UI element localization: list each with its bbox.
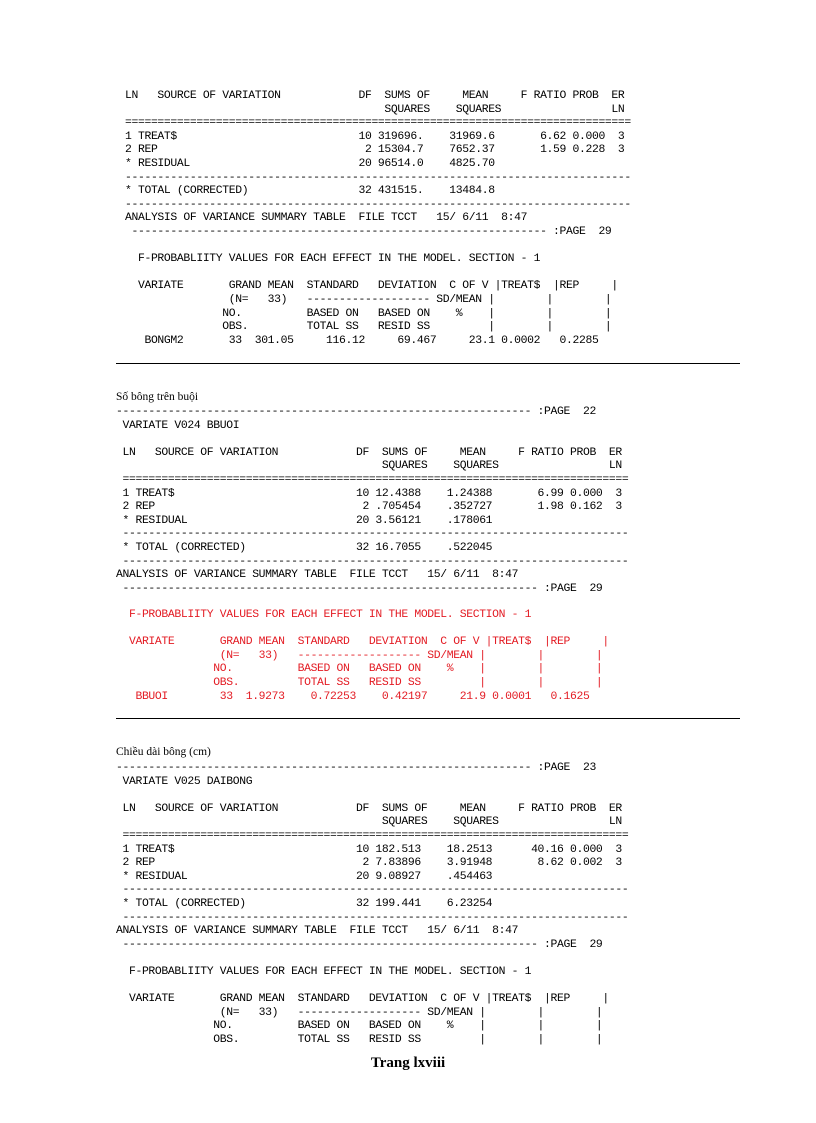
text-line: VARIATE GRAND MEAN STANDARD DEVIATION C OF V |TREAT$ |REP | <box>116 636 609 649</box>
text-line: F-PROBABLIITY VALUES FOR EACH EFFECT IN THE MODEL. SECTION - 1 <box>125 253 541 266</box>
text-line: NO. BASED ON BASED ON % | | | <box>116 1020 603 1033</box>
text-line: SQUARES SQUARES LN <box>116 816 622 829</box>
text-line: ============================================================================== <box>116 829 629 842</box>
text-line: SQUARES SQUARES LN <box>125 103 625 116</box>
text-line <box>116 980 628 994</box>
text-line: ------------------------------------------------------------------------------ <box>125 198 631 211</box>
text-line: NO. BASED ON BASED ON % | | | <box>125 307 612 320</box>
text-line: * RESIDUAL 20 96514.0 4825.70 <box>125 157 495 170</box>
text-line <box>116 789 628 803</box>
text-line: ------------------------------------------------------------------------------ <box>116 884 629 897</box>
text-line: BBUOI 33 1.9273 0.72253 0.42197 21.9 0.0001 0.1625 <box>116 690 590 703</box>
text-line: VARIATE V024 BBUOI <box>116 419 240 432</box>
text-line: (N= 33) ------------------- SD/MEAN | | | <box>125 293 612 306</box>
text-line: 2 REP 2 15304.7 7652.37 1.59 0.228 3 <box>125 144 625 157</box>
text-line: ANALYSIS OF VARIANCE SUMMARY TABLE FILE TCCT 15/ 6/11 8:47 <box>125 212 528 225</box>
text-line: ---------------------------------------------------------------- :PAGE 29 <box>116 582 603 595</box>
text-line: 2 REP 2 7.83896 3.91948 8.62 0.002 3 <box>116 857 622 870</box>
section-heading-daibong: Chiều dài bông (cm) <box>116 746 211 758</box>
text-line: VARIATE GRAND MEAN STANDARD DEVIATION C OF V |TREAT$ |REP | <box>125 280 618 293</box>
section-divider-2 <box>116 718 740 719</box>
anova-block-bbuoi <box>116 406 628 596</box>
text-line: * TOTAL (CORRECTED) 32 199.441 6.23254 <box>116 897 493 910</box>
text-line: ANALYSIS OF VARIANCE SUMMARY TABLE FILE TCCT 15/ 6/11 8:47 <box>116 925 519 938</box>
text-line <box>125 267 631 281</box>
text-line: (N= 33) ------------------- SD/MEAN | | | <box>116 1006 603 1019</box>
text-line: * RESIDUAL 20 9.08927 .454463 <box>116 870 493 883</box>
text-line: ---------------------------------------------------------------- :PAGE 29 <box>125 225 612 238</box>
text-line: * TOTAL (CORRECTED) 32 16.7055 .522045 <box>116 541 493 554</box>
anova-block-daibong <box>116 762 628 1047</box>
text-line: ---------------------------------------------------------------- :PAGE 29 <box>116 938 603 951</box>
text-line: ---------------------------------------------------------------- :PAGE 22 <box>116 406 596 418</box>
text-line: ------------------------------------------------------------------------------ <box>116 911 629 924</box>
text-line: LN SOURCE OF VARIATION DF SUMS OF MEAN F RATIO PROB ER <box>116 802 622 815</box>
text-line: BONGM2 33 301.05 116.12 69.467 23.1 0.0002 0.2285 <box>125 334 599 347</box>
text-line: VARIATE V025 DAIBONG <box>116 775 253 788</box>
text-line: OBS. TOTAL SS RESID SS | | | <box>125 321 612 334</box>
text-line: 1 TREAT$ 10 319696. 31969.6 6.62 0.000 3 <box>125 130 625 143</box>
text-line: * RESIDUAL 20 3.56121 .178061 <box>116 514 493 527</box>
fprob-block-bbuoi <box>116 609 609 704</box>
text-line: ------------------------------------------------------------------------------ <box>116 555 629 568</box>
text-line: (N= 33) ------------------- SD/MEAN | | | <box>116 649 603 662</box>
text-line <box>116 433 628 447</box>
text-line: 1 TREAT$ 10 182.513 18.2513 40.16 0.000 3 <box>116 843 622 856</box>
text-line: 1 TREAT$ 10 12.4388 1.24388 6.99 0.000 3 <box>116 487 622 500</box>
text-line: LN SOURCE OF VARIATION DF SUMS OF MEAN F RATIO PROB ER <box>125 90 625 102</box>
text-line: ============================================================================== <box>116 473 629 486</box>
text-line: LN SOURCE OF VARIATION DF SUMS OF MEAN F RATIO PROB ER <box>116 446 622 459</box>
text-line: SQUARES SQUARES LN <box>116 460 622 473</box>
text-line: OBS. TOTAL SS RESID SS | | | <box>116 676 603 689</box>
text-line <box>125 240 631 254</box>
text-line <box>116 623 609 637</box>
text-line: F-PROBABLIITY VALUES FOR EACH EFFECT IN THE MODEL. SECTION - 1 <box>116 609 532 621</box>
text-line <box>116 952 628 966</box>
page-footer: Trang lxviii <box>370 1055 446 1071</box>
text-line: ------------------------------------------------------------------------------ <box>125 171 631 184</box>
section-divider-1 <box>116 363 740 364</box>
text-line: * TOTAL (CORRECTED) 32 431515. 13484.8 <box>125 185 495 198</box>
text-line: OBS. TOTAL SS RESID SS | | | <box>116 1033 603 1046</box>
anova-block-bongm2 <box>125 90 631 348</box>
text-line: VARIATE GRAND MEAN STANDARD DEVIATION C OF V |TREAT$ |REP | <box>116 993 609 1006</box>
text-line: NO. BASED ON BASED ON % | | | <box>116 663 603 676</box>
text-line: ---------------------------------------------------------------- :PAGE 23 <box>116 762 596 774</box>
text-line: F-PROBABLIITY VALUES FOR EACH EFFECT IN THE MODEL. SECTION - 1 <box>116 965 532 978</box>
section-heading-bbuoi: Số bông trên buội <box>116 391 199 403</box>
text-line: ============================================================================== <box>125 117 631 130</box>
text-line: ANALYSIS OF VARIANCE SUMMARY TABLE FILE TCCT 15/ 6/11 8:47 <box>116 569 519 582</box>
text-line: 2 REP 2 .705454 .352727 1.98 0.162 3 <box>116 501 622 514</box>
text-line: ------------------------------------------------------------------------------ <box>116 528 629 541</box>
